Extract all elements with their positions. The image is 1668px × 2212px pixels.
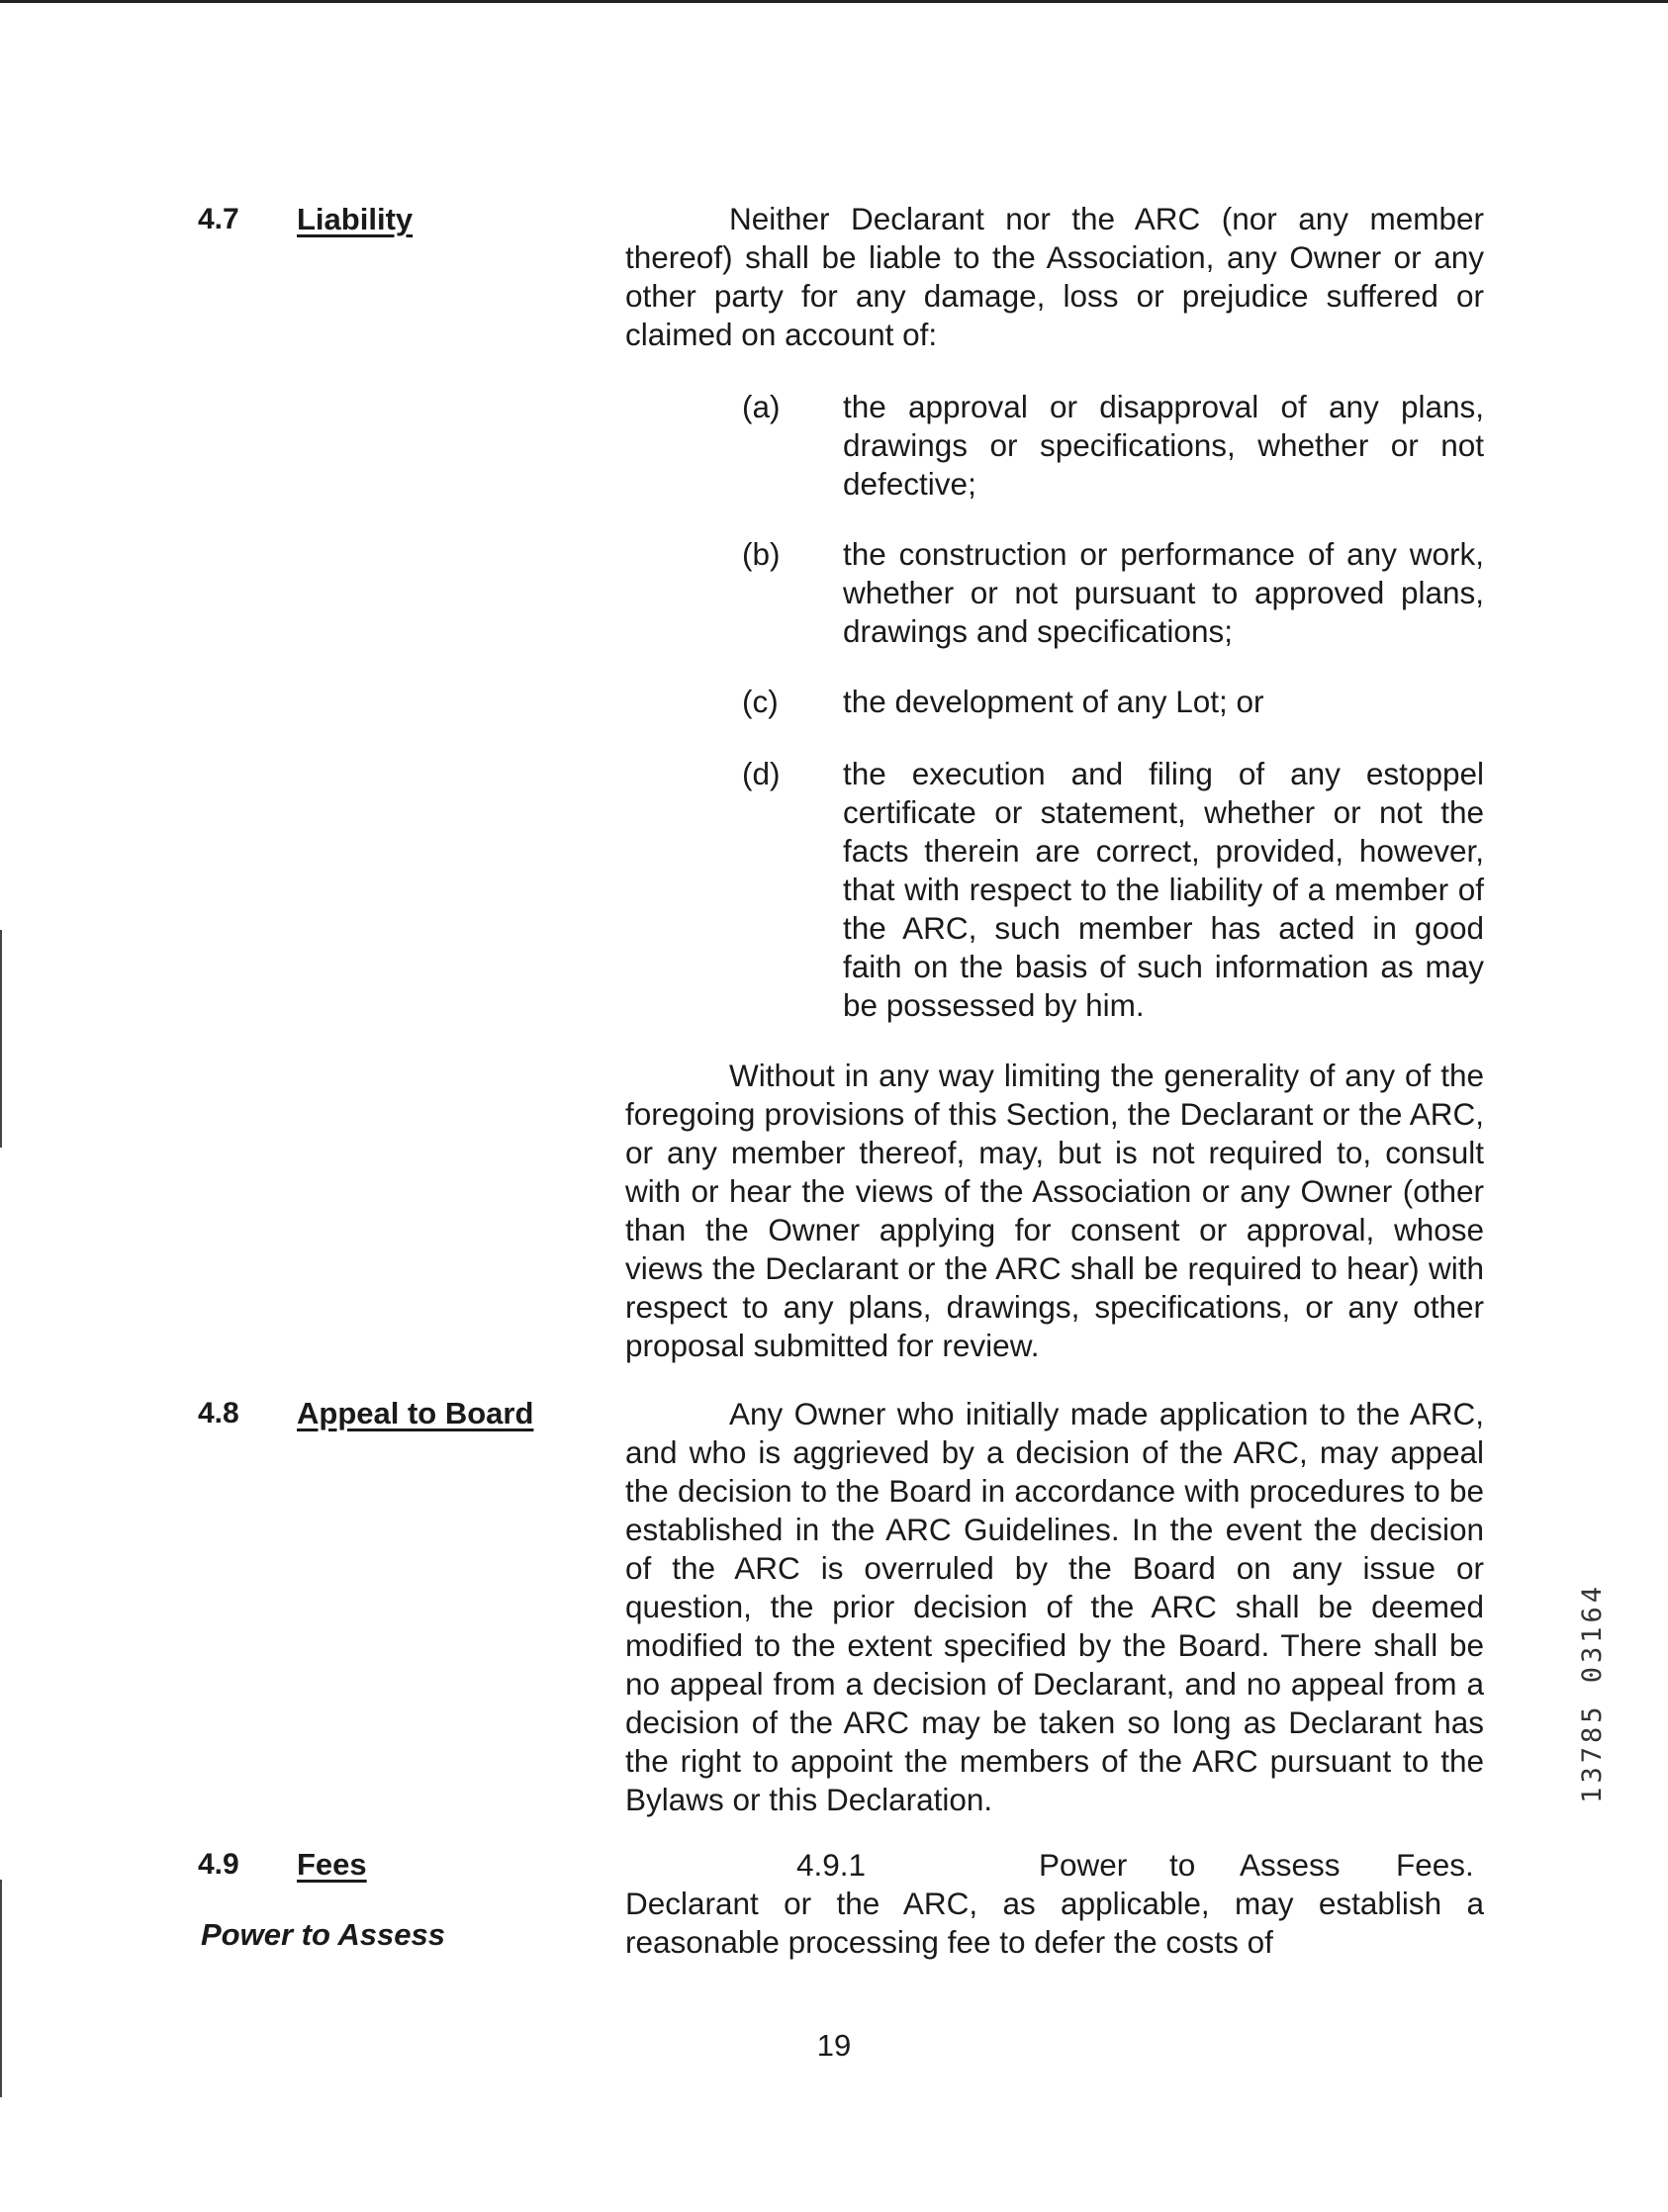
page-number: 19 (816, 2028, 852, 2063)
subsection-heading-word: Power (1039, 1847, 1128, 1883)
subsection-heading-word: to (1169, 1847, 1196, 1883)
section-body-paragraph: Any Owner who initially made application to the ARC, and who is aggrieved by a decision of the ARC, may appeal the decision to the Board in accordance with procedures to be established in the ARC Guidelines. In the event the decision of the ARC is overruled by the Board on any issue or question, the prior decision of the ARC shall be deemed modified to the extent specified by the Board. There shall be no appeal from a decision of Declarant, and no appeal from a decision of the ARC may be taken so long as Declarant has the right to appoint the members of the ARC pursuant to the Bylaws or this Declaration. (625, 1396, 1484, 1817)
scan-edge-left (0, 1880, 2, 2097)
section-intro-paragraph: Neither Declarant nor the ARC (nor any member thereof) shall be liable to the Association, any Owner or any other party for any damage, loss or prejudice suffered or claimed on account of: (625, 201, 1484, 352)
bates-number: 13785 03164 (1577, 1583, 1608, 1803)
subsection-heading-word: Fees. (1396, 1847, 1474, 1883)
section-sidenote: Power to Assess (201, 1917, 445, 1952)
section-closing-paragraph: Without in any way limiting the generality of any of the foregoing provisions of this Section, the Declarant or the ARC, or any member thereof, may, but is not required to, consult with or hear the views of the Association or any Owner (other than the Owner applying for consent or approval, whose views the Declarant or the ARC shall be required to hear) with respect to any plans, drawings, specifications, or any other proposal submitted for review. (625, 1058, 1484, 1363)
list-item-text: the execution and filing of any estoppel certificate or statement, whether or not the facts therein are correct, provided, however, that with respect to the liability of a member of the ARC, such member has acted in good faith on the basis of such information as may be possessed by him. (843, 756, 1484, 1023)
scan-edge-left (0, 930, 2, 1148)
scan-edge-top (0, 0, 1668, 3)
list-item-text: the development of any Lot; or (843, 684, 1264, 719)
list-item-label: (c) (742, 684, 779, 719)
subsection-number: 4.9.1 (796, 1847, 867, 1883)
section-number: 4.7 (198, 203, 239, 235)
list-item-label: (d) (742, 756, 781, 791)
list-item-text: the construction or performance of any work, whether or not pursuant to approved plans, drawings and specifications; (843, 536, 1484, 649)
subsection-heading-word: Assess (1240, 1847, 1341, 1883)
list-item-label: (b) (742, 536, 781, 572)
section-title: Appeal to Board (297, 1396, 534, 1430)
section-title: Liability (297, 202, 414, 236)
list-item-text: the approval or disapproval of any plans, drawings or specifications, whether or not defective; (843, 389, 1484, 502)
section-number: 4.9 (198, 1848, 239, 1881)
section-title: Fees (297, 1847, 367, 1882)
list-item-label: (a) (742, 389, 781, 424)
section-number: 4.8 (198, 1397, 239, 1429)
subsection-body-paragraph: Declarant or the ARC, as applicable, may establish a reasonable processing fee to defer the costs of (625, 1886, 1484, 1960)
